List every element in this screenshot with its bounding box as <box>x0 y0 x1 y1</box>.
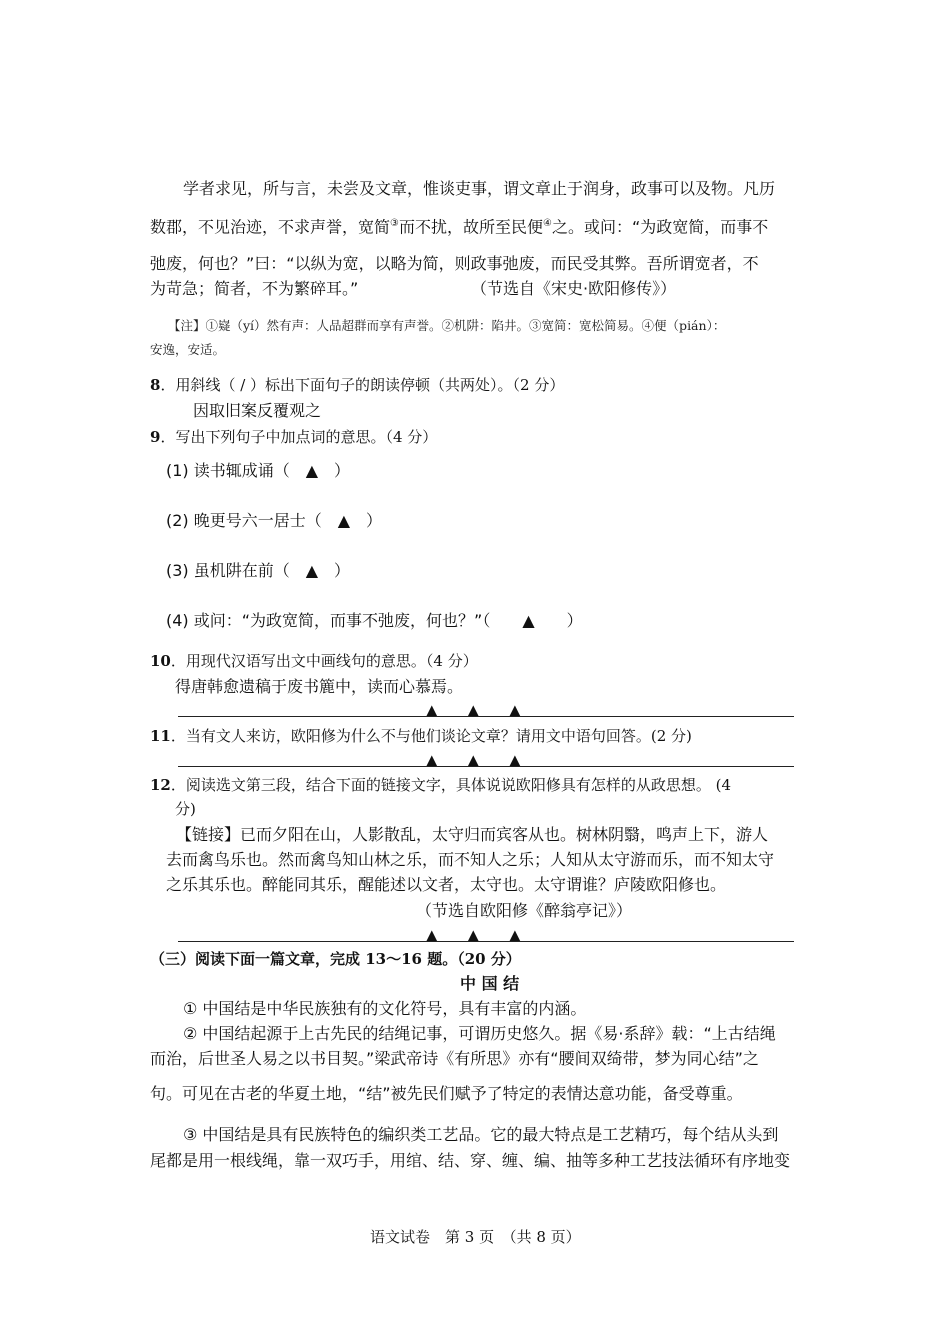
link-line-1: 【链接】已而夕阳在山，人影散乱，太守归而宾客从也。树林阴翳，鸣声上下，游人 <box>176 825 769 844</box>
question-9-item-2[interactable]: (2) 晚更号六一居士（ ▲ ） <box>166 511 383 530</box>
article-para-2-line-2: 而治，后世圣人易之以书目契。”梁武帝诗《有所思》亦有“腰间双绮带，梦为同心结”之 <box>150 1049 759 1068</box>
question-number: 8 <box>150 376 161 394</box>
article-title: 中 国 结 <box>460 974 520 993</box>
question-9: 9．写出下列句子中加点词的意思。（4 分） <box>150 428 438 446</box>
question-9-item-3[interactable]: (3) 虽机阱在前（ ▲ ） <box>166 561 351 580</box>
passage-source: （节选自《宋史·欧阳修传》） <box>471 279 677 298</box>
answer-placeholder: ▲ ▲ ▲ <box>426 926 521 944</box>
article-para-3-line-1: ③ 中国结是具有民族特色的编织类工艺品。它的最大特点是工艺精巧，每个结从头到 <box>183 1125 779 1144</box>
answer-placeholder: ▲ ▲ ▲ <box>426 751 521 769</box>
footnote-ref-3: ③ <box>390 218 399 229</box>
passage-line-1: 学者求见，所与言，未尝及文章，惟谈吏事，谓文章止于润身，政事可以及物。凡历 <box>183 179 776 198</box>
article-para-2-line-1: ② 中国结起源于上古先民的结绳记事，可谓历史悠久。据《易·系辞》载：“上古结绳 <box>183 1024 776 1043</box>
note-line-2: 安逸，安适。 <box>150 342 226 357</box>
question-number: 10 <box>150 652 171 670</box>
question-number: 9 <box>150 428 161 446</box>
answer-placeholder: ▲ ▲ ▲ <box>426 701 521 719</box>
article-para-1: ① 中国结是中华民族独有的文化符号，具有丰富的内涵。 <box>183 999 587 1018</box>
answer-line[interactable] <box>178 766 794 767</box>
question-9-item-4[interactable]: (4) 或问：“为政宽简，而事不弛废，何也？”（ ▲ ） <box>166 611 583 630</box>
question-8: 8．用斜线（ / ）标出下面句子的朗读停顿（共两处）。（2 分） <box>150 376 565 394</box>
passage-line-2: 数郡，不见治迹，不求声誉，宽简③而不扰，故所至民便④之。或问：“为政宽简，而事不 <box>150 217 769 237</box>
question-12: 12．阅读选文第三段，结合下面的链接文字，具体说说欧阳修具有怎样的从政思想。 (4 <box>150 776 732 794</box>
article-para-3-line-2: 尾都是用一根线绳，靠一双巧手，用绾、结、穿、缠、编、抽等多种工艺技法循环有序地变 <box>150 1151 791 1170</box>
link-source: （节选自欧阳修《醉翁亭记》） <box>416 901 633 920</box>
page-footer: 语文试卷 第 3 页 （共 8 页） <box>370 1228 581 1246</box>
question-8-sentence: 因取旧案反覆观之 <box>193 401 322 420</box>
note-line-1: 【注】①嶷（yí）然有声：人品超群而享有声誉。②机阱：陷井。③宽简：宽松简易。④便（pián）： <box>168 318 726 333</box>
answer-line[interactable] <box>178 941 794 942</box>
question-12-cont: 分) <box>175 800 196 818</box>
passage-line-3: 弛废，何也？”曰：“以纵为宽，以略为简，则政事弛废，而民受其弊。吾所谓宽者，不 <box>150 254 759 273</box>
question-9-item-1[interactable]: (1) 读书辄成诵（ ▲ ） <box>166 461 351 480</box>
answer-line[interactable] <box>178 716 794 717</box>
footnote-ref-4: ④ <box>543 218 552 229</box>
link-line-3: 之乐其乐也。醉能同其乐，醒能述以文者，太守也。太守谓谁？庐陵欧阳修也。 <box>166 875 727 894</box>
passage-line-4: 为苛急；简者，不为繁碎耳。” <box>150 279 359 298</box>
question-10: 10．用现代汉语写出文中画线句的意思。（4 分） <box>150 652 478 670</box>
question-10-sentence: 得唐韩愈遗稿于废书簏中，读而心慕焉。 <box>175 677 464 696</box>
section-3-heading: （三）阅读下面一篇文章，完成 13～16 题。（20 分） <box>150 950 521 968</box>
article-para-2-line-3: 句。可见在古老的华夏土地，“结”被先民们赋予了特定的表情达意功能，备受尊重。 <box>150 1084 743 1103</box>
question-number: 11 <box>150 727 171 745</box>
question-11: 11．当有文人来访，欧阳修为什么不与他们谈论文章？请用文中语句回答。(2 分) <box>150 727 692 745</box>
question-number: 12 <box>150 776 171 794</box>
link-line-2: 去而禽鸟乐也。然而禽鸟知山林之乐，而不知人之乐；人知从太守游而乐，而不知太守 <box>166 850 775 869</box>
